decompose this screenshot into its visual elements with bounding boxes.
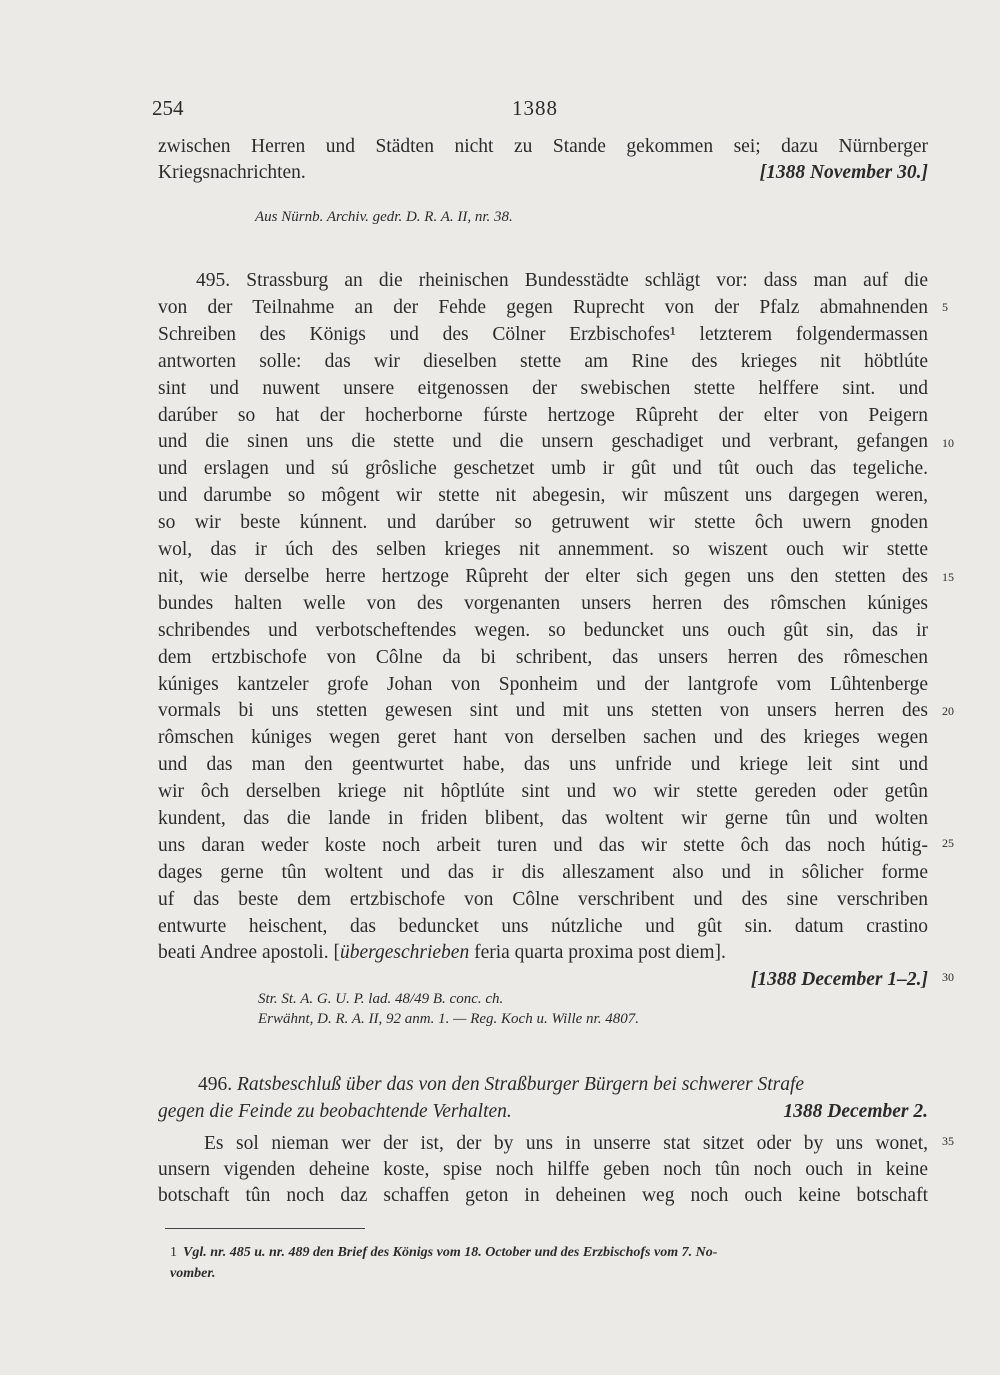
footnote-continuation: vomber. [170, 1266, 216, 1281]
text-line: und das man den geentwurtet habe, das uns unfride und kriege leit sint und [158, 754, 928, 776]
text-line: sint und nuwent unsere eitgenossen der swebischen stette helffere sint. und [158, 377, 928, 399]
header-year: 1388 [512, 96, 558, 120]
text-line: rômschen kúniges wegen geret hant von derselben sachen und des krieges wegen [158, 727, 928, 749]
margin-line-number: 35 [942, 1134, 954, 1148]
entry-number: 495. [196, 270, 231, 291]
entry-496-title-line [158, 1072, 928, 1098]
text-line: bundes halten welle von des vorgenanten unsers herren des rômschen kúniges [158, 592, 928, 614]
footnote-marker: 1 [170, 1245, 177, 1260]
text-line: Es sol nieman wer der ist, der by uns in unserre stat sitzet oder by uns wonet, [204, 1133, 928, 1154]
footnote-text: Vgl. nr. 485 u. nr. 489 den Brief des Königs vom 18. October und des Erzbischofs vom 7. No- [183, 1245, 718, 1260]
text-line: nit, wie derselbe herre hertzoge Rûpreht der elter sich gegen uns den stetten des [158, 565, 928, 587]
text-line: Schreiben des Königs und des Cölner Erzbischofes¹ letzterem folgendermassen [158, 323, 928, 345]
text-line: darúber so hat der hocherborne fúrste hertzoge Rûpreht der elter von Peigern [158, 404, 928, 426]
margin-line-number: 30 [942, 970, 954, 984]
margin-line-number: 20 [942, 704, 954, 718]
source-note: Str. St. A. G. U. P. lad. 48/49 B. conc. ch. [258, 991, 504, 1007]
text-line: von der Teilnahme an der Fehde gegen Ruprecht von der Pfalz abmahnenden [158, 296, 928, 318]
source-note: Erwähnt, D. R. A. II, 92 anm. 1. — Reg. Koch u. Wille nr. 4807. [258, 1011, 639, 1027]
text-fragment: Kriegsnachrichten. [158, 162, 306, 183]
text-line: botschaft tûn noch daz schaffen geton in deheinen weg noch ouch keine botschaft [158, 1185, 928, 1206]
text-fragment-italic: übergeschrieben [339, 942, 470, 963]
text-line: wol, das ir úch des selben krieges nit annemment. so wiszent ouch wir stette [158, 539, 928, 560]
text-line: antworten solle: das wir dieselben stette am Rine des krieges nit höbtlúte [158, 350, 928, 372]
text-line: kundent, das die lande in friden blibent, das woltent wir gerne tûn und wolten [158, 808, 928, 829]
text-line: dem ertzbischofe von Côlne da bi schribent, das unsers herren des rômeschen [158, 646, 928, 668]
entry-title: gegen die Feinde zu beobachtende Verhalten. [158, 1101, 512, 1122]
footnote [170, 1243, 930, 1262]
text-fragment: Strassburg an die rheinischen Bundesstädte schlägt vor: dass man auf die [246, 270, 928, 291]
text-line: und darumbe so môgent wir stette nit abegesin, wir mûszent uns dargegen weren, [158, 485, 928, 507]
footnote-rule [165, 1228, 365, 1229]
source-note: Aus Nürnb. Archiv. gedr. D. R. A. II, nr. 38. [255, 209, 513, 225]
text-line: so wir beste kúnnent. und darúber so getruwent wir stette ôch uwern gnoden [158, 512, 928, 534]
margin-line-number: 5 [942, 300, 948, 314]
text-line: und die sinen uns die stette und die unsern geschadiget und verbrant, gefangen [158, 431, 928, 453]
entry-496-title-line [158, 1099, 928, 1125]
running-header [152, 96, 937, 120]
text-line: uns daran weder koste noch arbeit turen und das wir stette ôch das noch hútig- [158, 834, 928, 856]
page-number: 254 [152, 96, 184, 120]
margin-line-number: 10 [942, 436, 954, 450]
entry-date: [1388 November 30.] [759, 162, 928, 183]
text-line [158, 160, 928, 186]
margin-line-number: 25 [942, 836, 954, 850]
text-line [158, 940, 928, 966]
entry-date: 1388 December 2. [783, 1101, 928, 1122]
entry-number: 496. [198, 1074, 233, 1095]
text-line: zwischen Herren und Städten nicht zu Stande gekommen sei; dazu Nürnberger [158, 136, 928, 157]
entry-title: Ratsbeschluß über das von den Straßburger Bürgern bei schwerer Strafe [237, 1074, 805, 1095]
text-line: schribendes und verbotscheftendes wegen. so beduncket uns ouch gût sin, das ir [158, 619, 928, 641]
text-line: uf das beste dem ertzbischofe von Côlne verschribent und des sine verschriben [158, 888, 928, 910]
text-line: vormals bi uns stetten gewesen sint und mit uns stetten von unsers herren des [158, 700, 928, 722]
text-line: dages gerne tûn woltent und das ir dis alleszament also und in sôlicher forme [158, 861, 928, 883]
text-fragment: feria quarta proxima post diem]. [469, 942, 726, 963]
entry-495-first-line [158, 268, 928, 294]
text-line: entwurte heischent, das beduncket uns nútzliche und gût sin. datum crastino [158, 915, 928, 937]
margin-line-number: 15 [942, 570, 954, 584]
text-line: unsern vigenden deheine koste, spise noch hilffe geben noch tûn noch ouch in keine [158, 1159, 928, 1180]
text-line: wir ôch derselben kriege nit hôptlúte sint und wo wir stette gereden oder getûn [158, 781, 928, 803]
entry-date: [1388 December 1–2.] [750, 969, 928, 990]
text-fragment: beati Andree apostoli. [ [158, 942, 340, 963]
text-line: kúniges kantzeler grofe Johan von Sponheim und der lantgrofe vom Lûhtenberge [158, 673, 928, 695]
text-line: und erslagen und sú grôsliche geschetzet umb ir gût und tût ouch das tegeliche. [158, 458, 928, 480]
